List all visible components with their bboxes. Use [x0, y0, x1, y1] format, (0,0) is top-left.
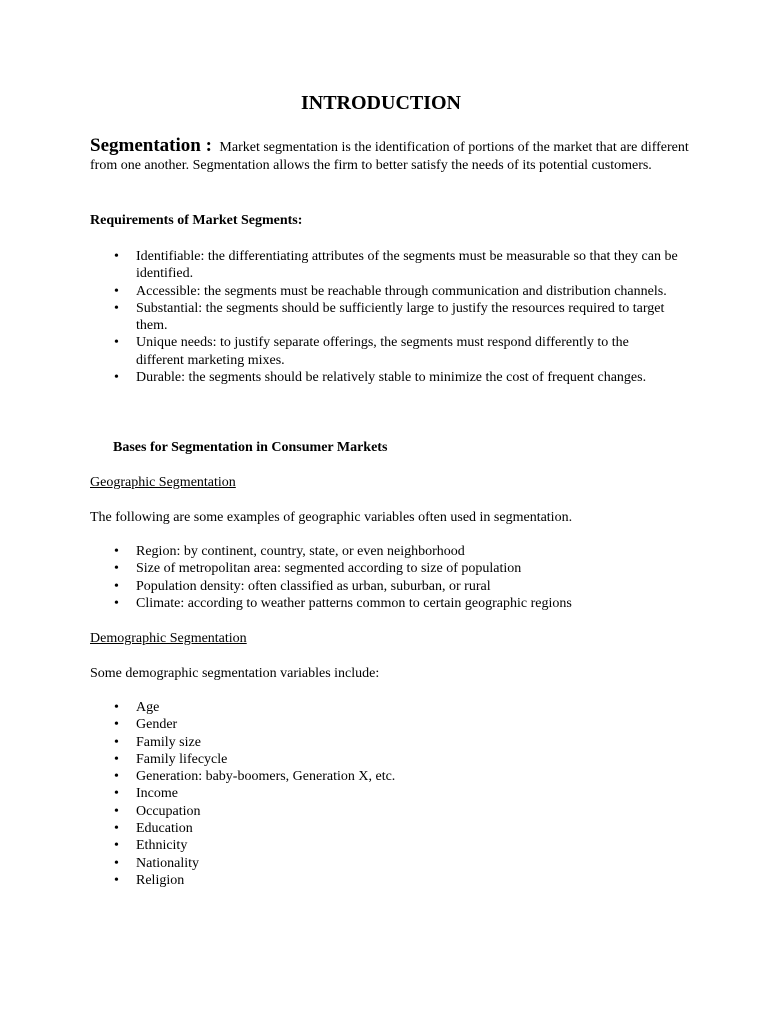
list-item	[90, 734, 690, 751]
bullet-icon: •	[114, 821, 119, 837]
bullet-icon: •	[114, 769, 119, 785]
list-item	[90, 300, 680, 335]
demographic-list	[90, 699, 690, 889]
intro-text: Market segmentation is the identification of portions of the market that are different from one another. Segmentation allows the firm to better satisfy the needs of its potential customers.	[90, 140, 689, 173]
list-item-text: Family size	[136, 734, 201, 750]
list-item-text: Accessible: the segments must be reachable through communication and distribution channels.	[136, 283, 667, 299]
segmentation-label: Segmentation :	[90, 135, 212, 156]
list-item-text: Gender	[136, 717, 178, 733]
list-item-text: Size of metropolitan area: segmented according to size of population	[136, 561, 522, 577]
demographic-heading: Demographic Segmentation	[90, 631, 247, 646]
list-item	[90, 560, 690, 577]
bullet-icon: •	[114, 335, 119, 351]
list-item-text: Family lifecycle	[136, 751, 228, 767]
page-title: INTRODUCTION	[300, 92, 462, 114]
list-item	[90, 820, 690, 837]
list-item-text: Income	[136, 786, 178, 802]
requirements-heading: Requirements of Market Segments:	[90, 213, 303, 228]
list-item-text: Identifiable: the differentiating attributes of the segments must be measurable so that they can be identified.	[136, 249, 678, 282]
bullet-icon: •	[114, 803, 119, 819]
list-item-text: Nationality	[136, 855, 199, 871]
bullet-icon: •	[114, 838, 119, 854]
bullet-icon: •	[114, 283, 119, 299]
list-item-text: Religion	[136, 872, 185, 888]
bullet-icon: •	[114, 578, 119, 594]
bullet-icon: •	[114, 300, 119, 316]
list-item	[90, 334, 680, 369]
list-item-text: Ethnicity	[136, 838, 188, 854]
requirements-list	[90, 248, 680, 386]
list-item-text: Occupation	[136, 803, 201, 819]
list-item	[90, 578, 690, 595]
list-item	[90, 768, 690, 785]
list-item-text: Population density: often classified as urban, suburban, or rural	[136, 578, 491, 594]
list-item	[90, 283, 680, 300]
list-item	[90, 855, 690, 872]
list-item-text: Climate: according to weather patterns common to certain geographic regions	[136, 595, 572, 611]
list-item-text: Age	[136, 700, 160, 715]
list-item	[90, 716, 690, 733]
bullet-icon: •	[114, 717, 119, 733]
intro-paragraph	[90, 137, 690, 174]
bullet-icon: •	[114, 249, 119, 264]
list-item	[90, 803, 690, 820]
bullet-icon: •	[114, 561, 119, 577]
geographic-list	[90, 543, 690, 612]
list-item-text: Substantial: the segments should be sufficiently large to justify the resources required to target them.	[136, 300, 665, 334]
list-item	[90, 248, 680, 283]
list-item-text: Generation: baby-boomers, Generation X, etc.	[136, 769, 396, 785]
list-item-text: Region: by continent, country, state, or even neighborhood	[136, 544, 465, 559]
bullet-icon: •	[114, 370, 119, 386]
bullet-icon: •	[114, 700, 119, 715]
geographic-heading: Geographic Segmentation	[90, 475, 236, 490]
bullet-icon: •	[114, 544, 119, 559]
bullet-icon: •	[114, 751, 119, 767]
list-item-text: Unique needs: to justify separate offerings, the segments must respond differently to the different marketing mixes.	[136, 335, 629, 368]
geographic-intro: The following are some examples of geographic variables often used in segmentation.	[90, 510, 573, 525]
list-item-text: Education	[136, 821, 193, 837]
bullet-icon: •	[114, 855, 119, 871]
bullet-icon: •	[114, 786, 119, 802]
bullet-icon: •	[114, 595, 119, 611]
bullet-icon: •	[114, 872, 119, 888]
list-item	[90, 837, 690, 854]
list-item	[90, 699, 690, 716]
list-item	[90, 751, 690, 768]
bases-heading: Bases for Segmentation in Consumer Markets	[113, 440, 388, 455]
list-item	[90, 543, 690, 560]
list-item	[90, 785, 690, 802]
list-item	[90, 595, 690, 612]
list-item	[90, 369, 680, 386]
bullet-icon: •	[114, 734, 119, 750]
demographic-intro: Some demographic segmentation variables include:	[90, 666, 380, 681]
list-item	[90, 872, 690, 889]
list-item-text: Durable: the segments should be relatively stable to minimize the cost of frequent changes.	[136, 370, 647, 386]
